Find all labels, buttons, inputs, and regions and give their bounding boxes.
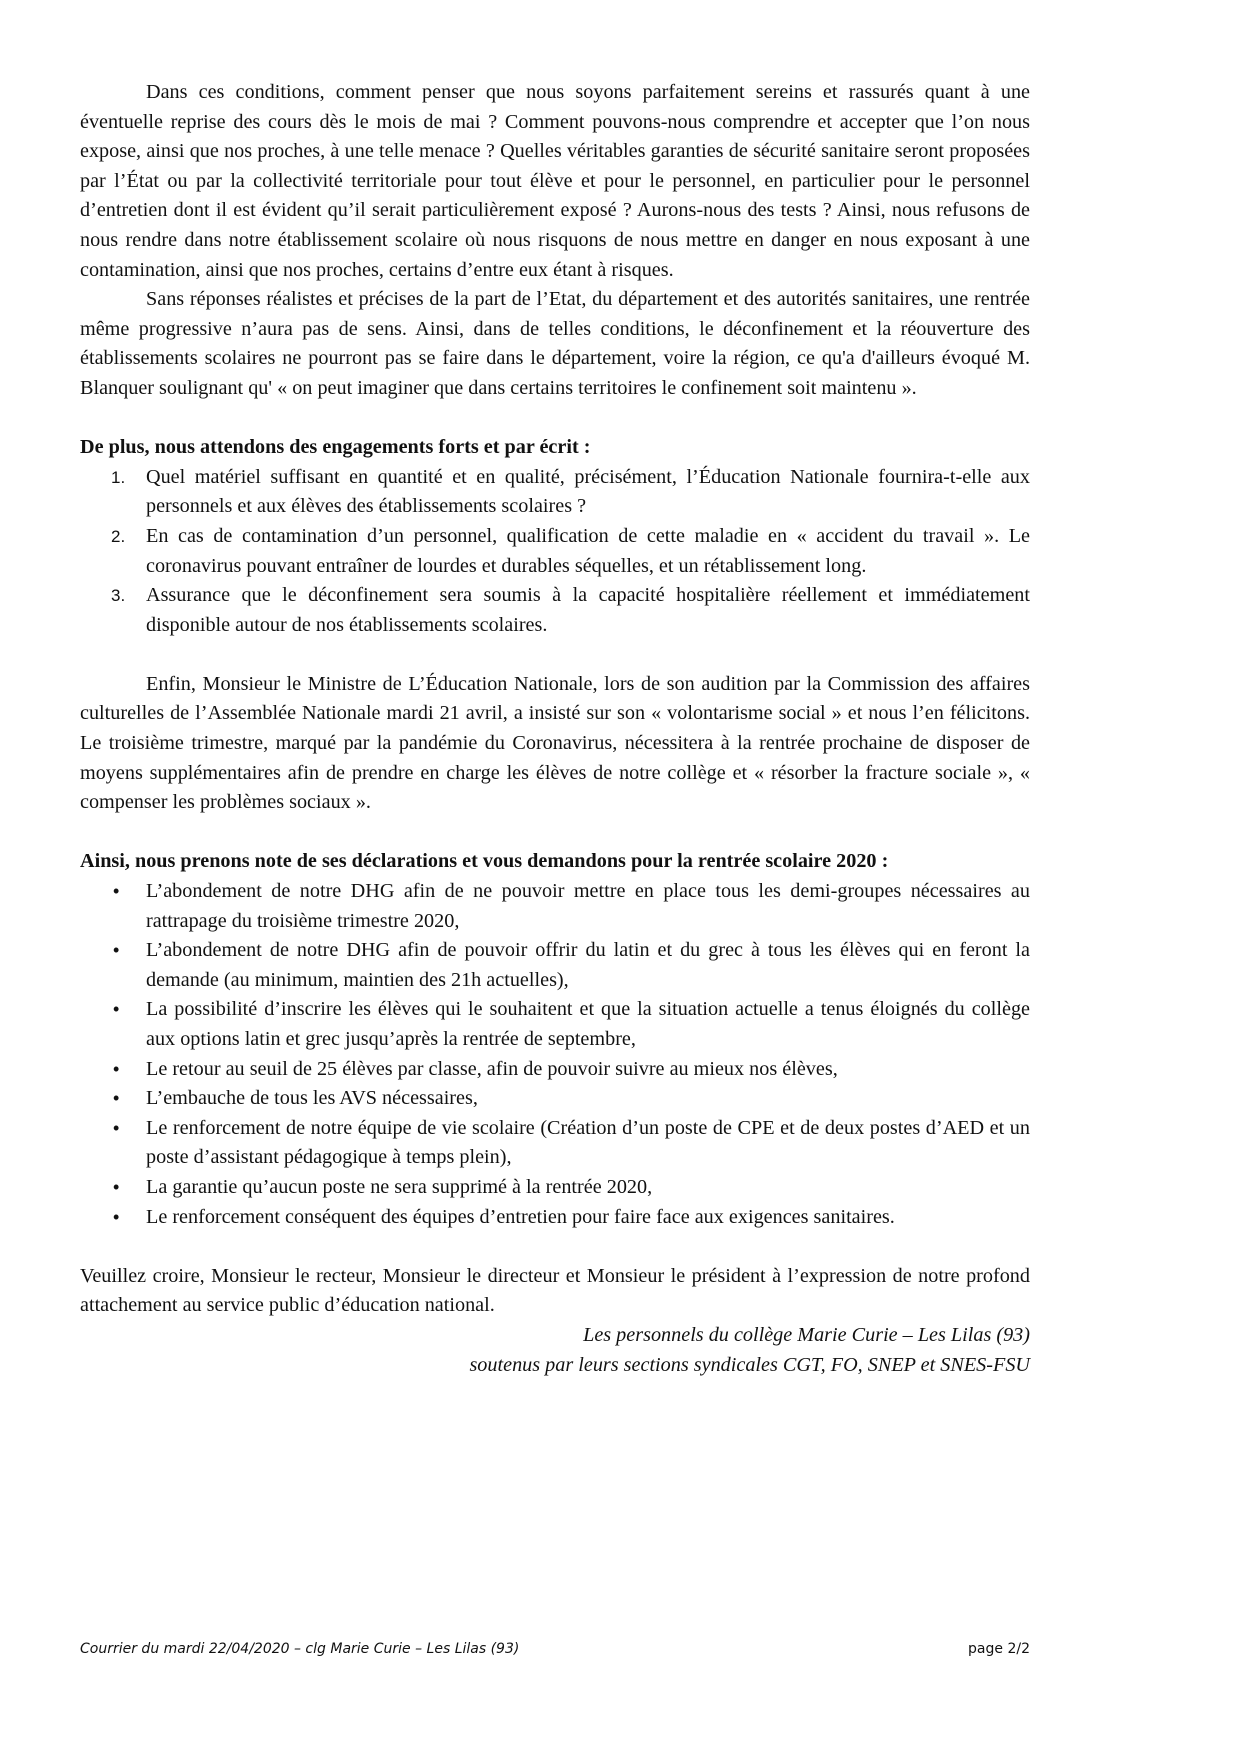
demands-heading: Ainsi, nous prenons note de ses déclarations et vous demandons pour la rentrée scolaire 2020 : bbox=[80, 850, 889, 873]
page-number: page 2/2 bbox=[968, 1641, 1030, 1657]
list-item-text: En cas de contamination d’un personnel, qualification de cette maladie en « accident du travail ». Le coronavirus pouvant entraîner de lourdes et durables séquelles, et un rétablissement long. bbox=[146, 524, 1030, 577]
spacer bbox=[80, 1232, 1030, 1262]
list-item-text: La garantie qu’aucun poste ne sera supprimé à la rentrée 2020, bbox=[146, 1175, 653, 1198]
paragraph-no-answers: Sans réponses réalistes et précises de la part de l’Etat, du département et des autorités sanitaires, une rentrée même progressive n’aura pas de sens. Ainsi, dans de telles conditions, le déconfinement et la réouverture des établissements scolaires ne pourront pas se faire dans le département, voire la région, ce qu'a d'ailleurs évoqué M. Blanquer soulignant qu' « on peut imaginer que dans certains territoires le confinement soit maintenu ». bbox=[80, 288, 1030, 399]
list-item-text: Quel matériel suffisant en quantité et en qualité, précisément, l’Éducation Nationale fournira-t-elle aux personnels et aux élèves des établissements scolaires ? bbox=[146, 465, 1030, 518]
commitments-heading: De plus, nous attendons des engagements forts et par écrit : bbox=[80, 436, 591, 459]
list-item bbox=[80, 877, 1030, 936]
list-item-text: L’abondement de notre DHG afin de ne pouvoir mettre en place tous les demi-groupes nécessaires au rattrapage du troisième trimestre 2020, bbox=[146, 880, 1030, 932]
spacer bbox=[80, 404, 1030, 434]
paragraph-safety-concerns: Dans ces conditions, comment penser que nous soyons parfaitement sereins et rassurés quant à une éventuelle reprise des cours dès le mois de mai ? Comment pouvons-nous comprendre et accepter que l’on nous expose, ainsi que nos proches, à une telle menace ? Quelles véritables garanties de sécurité sanitaire seront proposées par l’État ou par la collectivité territoriale pour tout élève et pour le personnel, en particulier pour le personnel d’entretien dont il est évident qu’il serait particulièrement exposé ? Aurons-nous des tests ? Ainsi, nous refusons de nous rendre dans notre établissement scolaire où nous risquons de nous mettre en danger en nous exposant à une contamination, ainsi que nos proches, certains d’entre eux étant à risques. bbox=[80, 81, 1030, 281]
paragraph-closing: Veuillez croire, Monsieur le recteur, Monsieur le directeur et Monsieur le président à l’expression de notre profond attachement au service public d’éducation national. bbox=[80, 1264, 1030, 1317]
list-item bbox=[80, 522, 1030, 581]
signature-line-2: soutenus par leurs sections syndicales CGT, FO, SNEP et SNES-FSU bbox=[469, 1353, 1030, 1376]
bullet-icon: • bbox=[113, 1117, 120, 1138]
bullet-icon: • bbox=[113, 881, 120, 902]
list-item bbox=[80, 1173, 1030, 1203]
bullet-icon: • bbox=[113, 940, 120, 961]
list-item-text: Le renforcement conséquent des équipes d’entretien pour faire face aux exigences sanitaires. bbox=[146, 1205, 895, 1228]
list-item-text: L’embauche de tous les AVS nécessaires, bbox=[146, 1087, 478, 1110]
list-item bbox=[80, 1203, 1030, 1233]
list-item-text: Le retour au seuil de 25 élèves par classe, afin de pouvoir suivre au mieux nos élèves, bbox=[146, 1057, 838, 1080]
spacer bbox=[80, 640, 1030, 670]
list-number: 2. bbox=[111, 526, 126, 546]
bullet-icon: • bbox=[113, 999, 120, 1020]
paragraph-minister-statement: Enfin, Monsieur le Ministre de L’Éducation Nationale, lors de son audition par la Commission des affaires culturelles de l’Assemblée Nationale mardi 21 avril, a insisté sur son « volontarisme social » et nous l’en félicitons. Le troisième trimestre, marqué par la pandémie du Coronavirus, nécessitera à la rentrée prochaine de disposer de moyens supplémentaires afin de prendre en charge les élèves de notre collège et « résorber la fracture sociale », « compenser les problèmes sociaux ». bbox=[80, 672, 1030, 814]
list-item bbox=[80, 936, 1030, 995]
list-item bbox=[80, 1084, 1030, 1114]
signature-line-1: Les personnels du collège Marie Curie – Les Lilas (93) bbox=[583, 1323, 1030, 1346]
list-item bbox=[80, 463, 1030, 522]
footer-reference: Courrier du mardi 22/04/2020 – clg Marie Curie – Les Lilas (93) bbox=[80, 1641, 520, 1657]
list-item-text: La possibilité d’inscrire les élèves qui le souhaitent et que la situation actuelle a tenus éloignés du collège aux options latin et grec jusqu’après la rentrée de septembre, bbox=[146, 998, 1030, 1050]
list-item bbox=[80, 1055, 1030, 1085]
letter-page bbox=[80, 78, 1030, 1380]
bullet-icon: • bbox=[113, 1058, 120, 1079]
list-item bbox=[80, 995, 1030, 1054]
bullet-icon: • bbox=[113, 1206, 120, 1227]
list-item bbox=[80, 581, 1030, 640]
page-footer bbox=[80, 1640, 1030, 1658]
list-item-text: L’abondement de notre DHG afin de pouvoir offrir du latin et du grec à tous les élèves qui en feront la demande (au minimum, maintien des 21h actuelles), bbox=[146, 939, 1030, 991]
bullet-icon: • bbox=[113, 1088, 120, 1109]
list-item-text: Le renforcement de notre équipe de vie scolaire (Création d’un poste de CPE et de deux postes d’AED et un poste d’assistant pédagogique à temps plein), bbox=[146, 1116, 1030, 1169]
demands-list bbox=[80, 877, 1030, 1232]
list-number: 1. bbox=[111, 467, 126, 487]
list-item-text: Assurance que le déconfinement sera soumis à la capacité hospitalière réellement et immédiatement disponible autour de nos établissements scolaires. bbox=[146, 584, 1030, 636]
bullet-icon: • bbox=[113, 1176, 120, 1197]
commitments-list bbox=[80, 463, 1030, 641]
spacer bbox=[80, 818, 1030, 848]
list-number: 3. bbox=[111, 586, 126, 606]
list-item bbox=[80, 1114, 1030, 1173]
